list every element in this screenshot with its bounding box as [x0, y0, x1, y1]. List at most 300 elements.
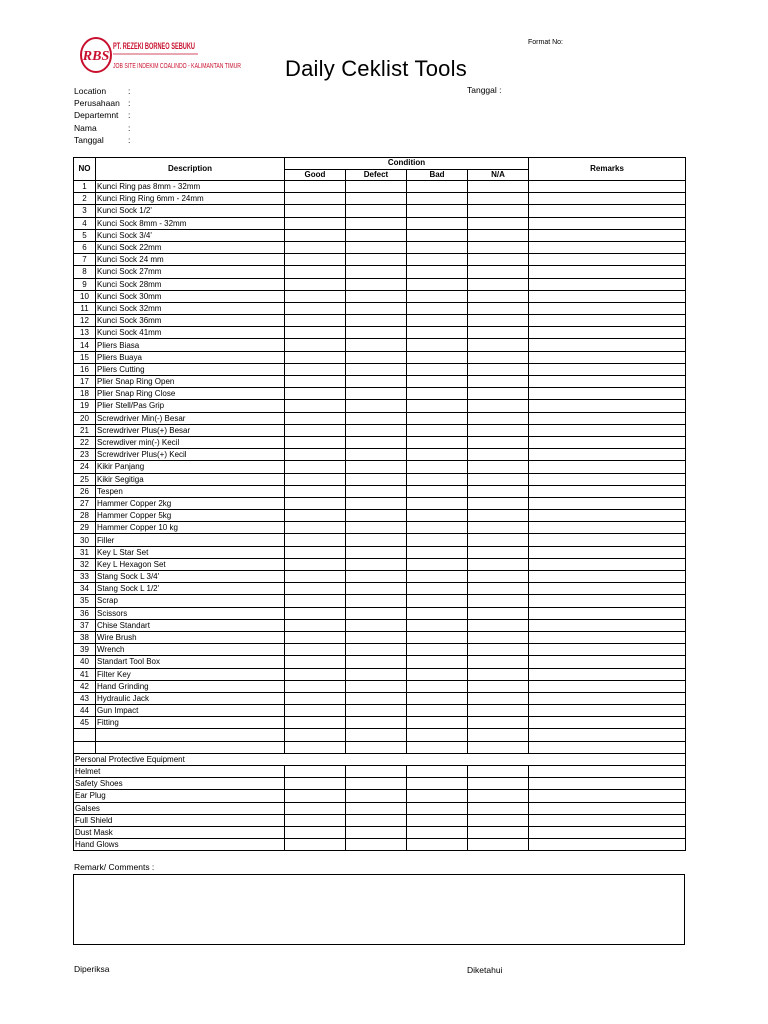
cell-good[interactable] [285, 302, 346, 314]
cell-na[interactable] [468, 278, 529, 290]
cell-bad[interactable] [407, 558, 468, 570]
cell-good[interactable] [285, 668, 346, 680]
cell-remarks[interactable] [529, 461, 686, 473]
cell-na[interactable] [468, 705, 529, 717]
cell-remarks[interactable] [529, 497, 686, 509]
cell-defect[interactable] [346, 181, 407, 193]
cell-remarks[interactable] [529, 315, 686, 327]
cell-remarks[interactable] [529, 766, 686, 778]
cell-defect[interactable] [346, 412, 407, 424]
cell-na[interactable] [468, 510, 529, 522]
cell-bad[interactable] [407, 522, 468, 534]
cell-bad[interactable] [407, 766, 468, 778]
cell-remarks[interactable] [529, 278, 686, 290]
table-row [74, 217, 686, 229]
cell-good[interactable] [285, 412, 346, 424]
blank-cell[interactable] [407, 741, 468, 753]
cell-remarks[interactable] [529, 449, 686, 461]
cell-remarks[interactable] [529, 802, 686, 814]
cell-good[interactable] [285, 278, 346, 290]
cell-na[interactable] [468, 631, 529, 643]
cell-bad[interactable] [407, 376, 468, 388]
cell-bad[interactable] [407, 363, 468, 375]
cell-remarks[interactable] [529, 412, 686, 424]
cell-remarks[interactable] [529, 400, 686, 412]
cell-remarks[interactable] [529, 644, 686, 656]
cell-good[interactable] [285, 473, 346, 485]
cell-bad[interactable] [407, 510, 468, 522]
cell-na[interactable] [468, 351, 529, 363]
cell-na[interactable] [468, 656, 529, 668]
cell-remarks[interactable] [529, 668, 686, 680]
cell-bad[interactable] [407, 351, 468, 363]
cell-good[interactable] [285, 534, 346, 546]
table-row [74, 266, 686, 278]
cell-good[interactable] [285, 436, 346, 448]
cell-remarks[interactable] [529, 546, 686, 558]
cell-good[interactable] [285, 363, 346, 375]
cell-bad[interactable] [407, 302, 468, 314]
cell-good[interactable] [285, 315, 346, 327]
cell-remarks[interactable] [529, 217, 686, 229]
cell-na[interactable] [468, 461, 529, 473]
table-row [74, 351, 686, 363]
cell-defect[interactable] [346, 229, 407, 241]
cell-good[interactable] [285, 692, 346, 704]
cell-bad[interactable] [407, 534, 468, 546]
cell-good[interactable] [285, 705, 346, 717]
cell-remarks[interactable] [529, 424, 686, 436]
cell-bad[interactable] [407, 412, 468, 424]
cell-bad[interactable] [407, 449, 468, 461]
cell-good[interactable] [285, 241, 346, 253]
cell-defect[interactable] [346, 449, 407, 461]
cell-defect[interactable] [346, 571, 407, 583]
cell-na[interactable] [468, 814, 529, 826]
cell-defect[interactable] [346, 388, 407, 400]
cell-na[interactable] [468, 790, 529, 802]
cell-defect[interactable] [346, 766, 407, 778]
row-description: Tespen [96, 485, 285, 497]
row-number: 8 [74, 266, 96, 278]
cell-na[interactable] [468, 485, 529, 497]
cell-good[interactable] [285, 644, 346, 656]
cell-na[interactable] [468, 680, 529, 692]
cell-na[interactable] [468, 595, 529, 607]
cell-defect[interactable] [346, 461, 407, 473]
cell-bad[interactable] [407, 497, 468, 509]
cell-good[interactable] [285, 595, 346, 607]
cell-remarks[interactable] [529, 229, 686, 241]
cell-remarks[interactable] [529, 510, 686, 522]
cell-bad[interactable] [407, 461, 468, 473]
cell-na[interactable] [468, 534, 529, 546]
remark-box[interactable] [73, 874, 685, 945]
cell-na[interactable] [468, 497, 529, 509]
blank-cell[interactable] [96, 741, 285, 753]
cell-na[interactable] [468, 583, 529, 595]
cell-na[interactable] [468, 449, 529, 461]
logo-initials: RBS [82, 49, 110, 64]
cell-good[interactable] [285, 449, 346, 461]
cell-bad[interactable] [407, 583, 468, 595]
cell-bad[interactable] [407, 473, 468, 485]
cell-remarks[interactable] [529, 705, 686, 717]
cell-bad[interactable] [407, 424, 468, 436]
cell-bad[interactable] [407, 839, 468, 851]
cell-good[interactable] [285, 839, 346, 851]
cell-good[interactable] [285, 510, 346, 522]
cell-good[interactable] [285, 461, 346, 473]
cell-bad[interactable] [407, 790, 468, 802]
cell-na[interactable] [468, 400, 529, 412]
cell-remarks[interactable] [529, 351, 686, 363]
cell-bad[interactable] [407, 692, 468, 704]
cell-na[interactable] [468, 181, 529, 193]
cell-defect[interactable] [346, 376, 407, 388]
cell-bad[interactable] [407, 327, 468, 339]
cell-good[interactable] [285, 717, 346, 729]
cell-good[interactable] [285, 193, 346, 205]
cell-good[interactable] [285, 766, 346, 778]
cell-good[interactable] [285, 619, 346, 631]
blank-cell[interactable] [529, 741, 686, 753]
cell-bad[interactable] [407, 217, 468, 229]
cell-na[interactable] [468, 692, 529, 704]
cell-good[interactable] [285, 217, 346, 229]
cell-defect[interactable] [346, 510, 407, 522]
cell-remarks[interactable] [529, 522, 686, 534]
cell-good[interactable] [285, 778, 346, 790]
cell-defect[interactable] [346, 339, 407, 351]
cell-bad[interactable] [407, 680, 468, 692]
cell-good[interactable] [285, 485, 346, 497]
cell-bad[interactable] [407, 619, 468, 631]
cell-defect[interactable] [346, 363, 407, 375]
cell-remarks[interactable] [529, 619, 686, 631]
cell-bad[interactable] [407, 181, 468, 193]
cell-remarks[interactable] [529, 241, 686, 253]
cell-bad[interactable] [407, 656, 468, 668]
cell-good[interactable] [285, 424, 346, 436]
cell-defect[interactable] [346, 266, 407, 278]
cell-defect[interactable] [346, 583, 407, 595]
cell-defect[interactable] [346, 778, 407, 790]
cell-bad[interactable] [407, 607, 468, 619]
cell-defect[interactable] [346, 327, 407, 339]
cell-remarks[interactable] [529, 473, 686, 485]
cell-na[interactable] [468, 436, 529, 448]
cell-defect[interactable] [346, 522, 407, 534]
cell-na[interactable] [468, 205, 529, 217]
cell-remarks[interactable] [529, 680, 686, 692]
cell-remarks[interactable] [529, 254, 686, 266]
row-number: 36 [74, 607, 96, 619]
cell-good[interactable] [285, 376, 346, 388]
cell-bad[interactable] [407, 388, 468, 400]
cell-na[interactable] [468, 558, 529, 570]
cell-remarks[interactable] [529, 558, 686, 570]
cell-good[interactable] [285, 400, 346, 412]
cell-na[interactable] [468, 302, 529, 314]
blank-cell[interactable] [346, 729, 407, 741]
cell-bad[interactable] [407, 717, 468, 729]
ppe-item: Helmet [74, 766, 285, 778]
cell-good[interactable] [285, 327, 346, 339]
cell-na[interactable] [468, 193, 529, 205]
cell-defect[interactable] [346, 692, 407, 704]
blank-cell[interactable] [74, 729, 96, 741]
cell-good[interactable] [285, 388, 346, 400]
cell-remarks[interactable] [529, 205, 686, 217]
cell-defect[interactable] [346, 668, 407, 680]
cell-good[interactable] [285, 351, 346, 363]
cell-remarks[interactable] [529, 778, 686, 790]
cell-defect[interactable] [346, 302, 407, 314]
cell-na[interactable] [468, 412, 529, 424]
cell-remarks[interactable] [529, 631, 686, 643]
cell-defect[interactable] [346, 436, 407, 448]
table-row [74, 424, 686, 436]
cell-bad[interactable] [407, 595, 468, 607]
cell-bad[interactable] [407, 778, 468, 790]
page-title: Daily Ceklist Tools [285, 56, 467, 81]
cell-bad[interactable] [407, 278, 468, 290]
cell-bad[interactable] [407, 193, 468, 205]
cell-remarks[interactable] [529, 534, 686, 546]
cell-defect[interactable] [346, 558, 407, 570]
cell-na[interactable] [468, 839, 529, 851]
cell-good[interactable] [285, 814, 346, 826]
blank-cell[interactable] [285, 729, 346, 741]
cell-remarks[interactable] [529, 290, 686, 302]
cell-defect[interactable] [346, 717, 407, 729]
cell-good[interactable] [285, 290, 346, 302]
cell-na[interactable] [468, 229, 529, 241]
cell-na[interactable] [468, 217, 529, 229]
cell-bad[interactable] [407, 266, 468, 278]
cell-bad[interactable] [407, 826, 468, 838]
cell-bad[interactable] [407, 802, 468, 814]
cell-defect[interactable] [346, 473, 407, 485]
cell-defect[interactable] [346, 790, 407, 802]
cell-bad[interactable] [407, 631, 468, 643]
cell-na[interactable] [468, 802, 529, 814]
row-description: Gun Impact [96, 705, 285, 717]
cell-remarks[interactable] [529, 814, 686, 826]
cell-bad[interactable] [407, 546, 468, 558]
cell-good[interactable] [285, 571, 346, 583]
cell-defect[interactable] [346, 241, 407, 253]
cell-bad[interactable] [407, 436, 468, 448]
cell-good[interactable] [285, 254, 346, 266]
cell-defect[interactable] [346, 424, 407, 436]
blank-cell[interactable] [529, 729, 686, 741]
cell-remarks[interactable] [529, 363, 686, 375]
cell-good[interactable] [285, 583, 346, 595]
cell-na[interactable] [468, 424, 529, 436]
cell-good[interactable] [285, 205, 346, 217]
blank-cell[interactable] [407, 729, 468, 741]
cell-good[interactable] [285, 558, 346, 570]
cell-na[interactable] [468, 388, 529, 400]
cell-remarks[interactable] [529, 485, 686, 497]
cell-defect[interactable] [346, 485, 407, 497]
cell-na[interactable] [468, 241, 529, 253]
blank-cell[interactable] [468, 729, 529, 741]
cell-defect[interactable] [346, 351, 407, 363]
cell-defect[interactable] [346, 278, 407, 290]
cell-defect[interactable] [346, 193, 407, 205]
row-description: Kikir Segitiga [96, 473, 285, 485]
row-description: Kikir Panjang [96, 461, 285, 473]
cell-remarks[interactable] [529, 181, 686, 193]
cell-bad[interactable] [407, 315, 468, 327]
cell-defect[interactable] [346, 497, 407, 509]
cell-defect[interactable] [346, 644, 407, 656]
cell-remarks[interactable] [529, 376, 686, 388]
cell-bad[interactable] [407, 400, 468, 412]
cell-defect[interactable] [346, 631, 407, 643]
cell-na[interactable] [468, 668, 529, 680]
cell-na[interactable] [468, 826, 529, 838]
cell-remarks[interactable] [529, 327, 686, 339]
cell-na[interactable] [468, 766, 529, 778]
cell-na[interactable] [468, 522, 529, 534]
cell-na[interactable] [468, 376, 529, 388]
cell-defect[interactable] [346, 656, 407, 668]
cell-defect[interactable] [346, 607, 407, 619]
blank-cell[interactable] [96, 729, 285, 741]
cell-remarks[interactable] [529, 339, 686, 351]
cell-remarks[interactable] [529, 839, 686, 851]
cell-good[interactable] [285, 181, 346, 193]
row-description: Kunci Sock 28mm [96, 278, 285, 290]
cell-good[interactable] [285, 522, 346, 534]
cell-bad[interactable] [407, 339, 468, 351]
cell-na[interactable] [468, 254, 529, 266]
cell-defect[interactable] [346, 315, 407, 327]
blank-cell[interactable] [285, 741, 346, 753]
table-row [74, 546, 686, 558]
cell-good[interactable] [285, 339, 346, 351]
cell-defect[interactable] [346, 802, 407, 814]
cell-good[interactable] [285, 802, 346, 814]
cell-na[interactable] [468, 717, 529, 729]
cell-remarks[interactable] [529, 595, 686, 607]
row-number: 10 [74, 290, 96, 302]
cell-remarks[interactable] [529, 826, 686, 838]
cell-good[interactable] [285, 229, 346, 241]
cell-remarks[interactable] [529, 193, 686, 205]
cell-bad[interactable] [407, 241, 468, 253]
cell-na[interactable] [468, 778, 529, 790]
cell-na[interactable] [468, 619, 529, 631]
info-field-separator: : [128, 122, 131, 133]
row-number: 35 [74, 595, 96, 607]
cell-defect[interactable] [346, 290, 407, 302]
cell-defect[interactable] [346, 814, 407, 826]
table-row [74, 510, 686, 522]
info-field-label: Departemnt [74, 110, 119, 121]
cell-remarks[interactable] [529, 436, 686, 448]
table-row [74, 473, 686, 485]
cell-na[interactable] [468, 473, 529, 485]
cell-good[interactable] [285, 497, 346, 509]
cell-defect[interactable] [346, 205, 407, 217]
cell-bad[interactable] [407, 705, 468, 717]
cell-good[interactable] [285, 826, 346, 838]
cell-defect[interactable] [346, 826, 407, 838]
cell-remarks[interactable] [529, 571, 686, 583]
cell-remarks[interactable] [529, 656, 686, 668]
cell-defect[interactable] [346, 534, 407, 546]
cell-bad[interactable] [407, 205, 468, 217]
cell-remarks[interactable] [529, 717, 686, 729]
cell-na[interactable] [468, 266, 529, 278]
cell-bad[interactable] [407, 668, 468, 680]
cell-bad[interactable] [407, 254, 468, 266]
blank-cell[interactable] [346, 741, 407, 753]
cell-na[interactable] [468, 644, 529, 656]
row-description: Kunci Sock 8mm - 32mm [96, 217, 285, 229]
cell-defect[interactable] [346, 546, 407, 558]
cell-defect[interactable] [346, 680, 407, 692]
blank-cell[interactable] [468, 741, 529, 753]
cell-bad[interactable] [407, 571, 468, 583]
cell-defect[interactable] [346, 400, 407, 412]
cell-bad[interactable] [407, 229, 468, 241]
cell-na[interactable] [468, 571, 529, 583]
cell-na[interactable] [468, 315, 529, 327]
cell-defect[interactable] [346, 839, 407, 851]
cell-na[interactable] [468, 363, 529, 375]
cell-remarks[interactable] [529, 388, 686, 400]
cell-na[interactable] [468, 339, 529, 351]
col-header-description: Description [96, 158, 285, 181]
cell-good[interactable] [285, 546, 346, 558]
cell-good[interactable] [285, 790, 346, 802]
cell-bad[interactable] [407, 814, 468, 826]
col-header-na: N/A [468, 169, 529, 181]
cell-good[interactable] [285, 656, 346, 668]
cell-remarks[interactable] [529, 790, 686, 802]
cell-na[interactable] [468, 327, 529, 339]
cell-na[interactable] [468, 546, 529, 558]
cell-remarks[interactable] [529, 583, 686, 595]
cell-bad[interactable] [407, 644, 468, 656]
cell-defect[interactable] [346, 705, 407, 717]
cell-remarks[interactable] [529, 302, 686, 314]
cell-good[interactable] [285, 607, 346, 619]
cell-defect[interactable] [346, 595, 407, 607]
cell-good[interactable] [285, 631, 346, 643]
cell-remarks[interactable] [529, 266, 686, 278]
cell-remarks[interactable] [529, 607, 686, 619]
cell-bad[interactable] [407, 290, 468, 302]
cell-na[interactable] [468, 607, 529, 619]
cell-defect[interactable] [346, 254, 407, 266]
cell-bad[interactable] [407, 485, 468, 497]
cell-defect[interactable] [346, 217, 407, 229]
cell-good[interactable] [285, 266, 346, 278]
cell-good[interactable] [285, 680, 346, 692]
cell-defect[interactable] [346, 619, 407, 631]
cell-remarks[interactable] [529, 692, 686, 704]
table-row [74, 254, 686, 266]
blank-cell[interactable] [74, 741, 96, 753]
cell-na[interactable] [468, 290, 529, 302]
